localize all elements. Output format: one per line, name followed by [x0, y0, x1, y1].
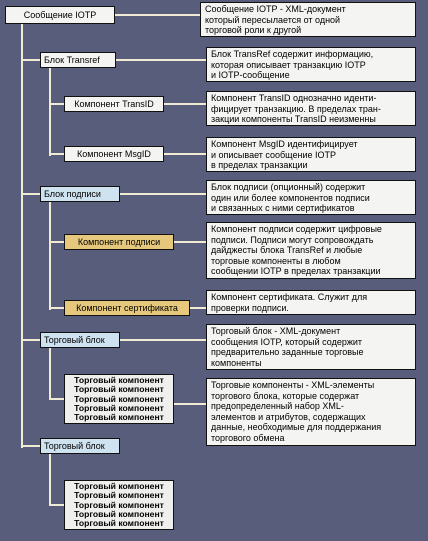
node-signature-component: Компонент подписи	[64, 234, 174, 250]
trade-component: Торговый компонент	[74, 384, 164, 395]
description-line: подписи. Подписи могут сопровождать	[211, 234, 374, 245]
node-trade-block-1: Торговый блок	[40, 332, 120, 348]
trade-component: Торговый компонент	[74, 518, 164, 529]
description-line: предопределенный набор XML-	[211, 401, 344, 412]
description-line: закции компоненты TransID неизменны	[211, 114, 376, 125]
description-line: Торговый блок - XML-документ	[211, 326, 341, 336]
description-line: Блок TransRef содержит информацию,	[211, 49, 374, 59]
description-line: проверки подписи.	[211, 302, 289, 313]
description-trade-block	[206, 324, 416, 370]
description-line: торговые компоненты в любом	[211, 255, 341, 266]
description-certificate-component	[206, 290, 416, 315]
description-line: сообщения IOTP, который содержит	[211, 336, 363, 347]
description-trade-components	[206, 378, 416, 446]
description-line: который пересылается от одной	[205, 14, 341, 25]
node-signature-block: Блок подписи	[40, 186, 120, 202]
trade-component: Торговый компонент	[74, 499, 164, 510]
description-line: данные, необходимые для поддержания	[211, 422, 382, 433]
node-trade-block-2: Торговый блок	[40, 438, 120, 454]
description-line: которая описывает транзакцию IOTP	[211, 59, 366, 70]
node-iotp-message: Сообщение IOTP	[5, 6, 115, 24]
description-line: дайджесты блока TransRef и любые	[211, 245, 363, 256]
description-line: торгового блока, которые содержат	[211, 390, 360, 401]
trade-component: Торговый компонент	[74, 402, 164, 413]
node-transref-block: Блок Transref	[40, 52, 116, 68]
node-msgid-component: Компонент MsgID	[64, 146, 164, 162]
description-line: Компонент MsgID идентифицирует	[211, 139, 358, 149]
description-line: Компонент подписи содержит цифровые	[211, 224, 382, 234]
trade-component: Торговый компонент	[74, 481, 164, 491]
description-transid-component	[206, 91, 416, 126]
description-msgid-component	[206, 137, 416, 172]
description-signature-component	[206, 222, 416, 279]
node-certificate-component: Компонент сертификата	[64, 300, 190, 316]
description-line: и IOTP-сообщение	[211, 70, 290, 81]
trade-component-group-2	[64, 480, 174, 530]
description-line: и связанных с ними сертификатов	[211, 203, 355, 214]
description-line: элементов и атрибутов, содержащих	[211, 411, 366, 422]
trade-component: Торговый компонент	[74, 393, 164, 404]
node-transid-component: Компонент TransID	[64, 96, 164, 112]
description-line: торговой роли к другой	[205, 25, 302, 36]
description-line: один или более компонентов подписи	[211, 192, 370, 203]
description-line: компоненты	[211, 357, 262, 368]
description-signature-block	[206, 180, 416, 215]
trade-component: Торговый компонент	[74, 508, 164, 519]
description-line: и описывает сообщение IOTP	[211, 149, 336, 160]
trade-component: Торговый компонент	[74, 490, 164, 501]
trade-component-group-1	[64, 374, 174, 424]
trade-component: Торговый компонент	[74, 412, 164, 423]
trade-component: Торговый компонент	[74, 375, 164, 385]
description-transref-block	[206, 47, 416, 82]
description-line: сообщении IOTP в пределах транзакции	[211, 266, 381, 277]
description-line: Блок подписи (опционный) содержит	[211, 182, 366, 192]
description-line: Торговые компоненты - XML-элементы	[211, 380, 375, 390]
description-line: предварительно заданные торговые	[211, 347, 364, 358]
description-line: Компонент TransID однозначно иденти-	[211, 93, 377, 103]
description-line: Компонент сертификата. Служит для	[211, 292, 368, 302]
description-line: в пределах транзакции	[211, 160, 308, 171]
description-iotp-message	[200, 2, 416, 37]
description-line: торгового обмена	[211, 432, 285, 443]
description-line: фицирует транзакцию. В пределах тран-	[211, 103, 381, 114]
description-line: Сообщение IOTP - XML-документ	[205, 4, 346, 14]
